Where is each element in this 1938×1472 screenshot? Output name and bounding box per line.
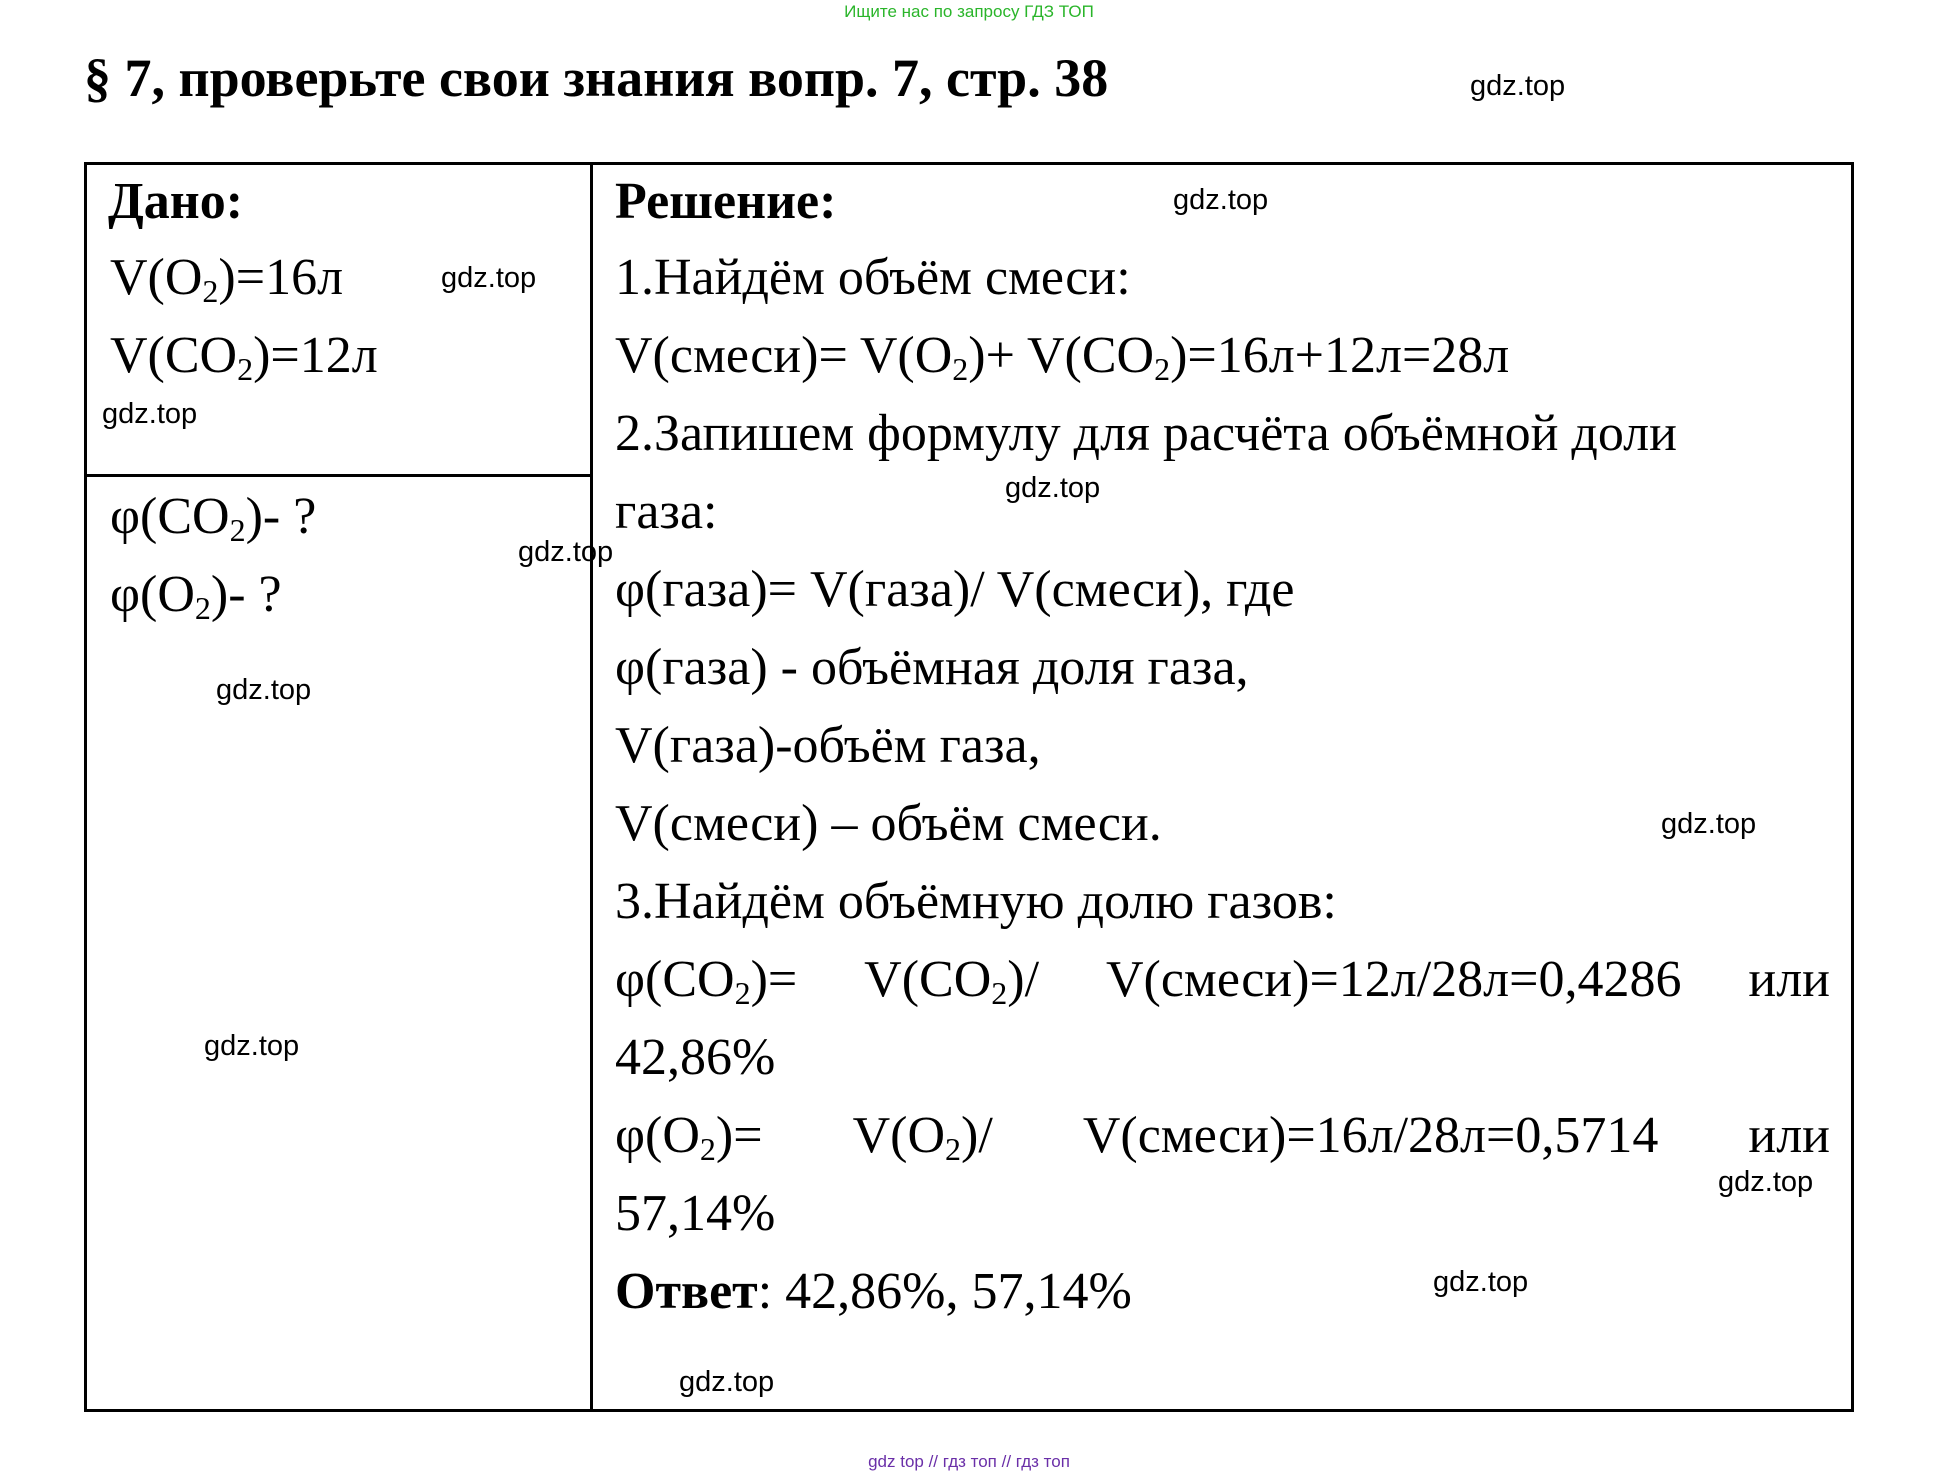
result-o2: 57,14% [615, 1185, 776, 1242]
watermark: gdz.top [1718, 1166, 1814, 1198]
watermark: gdz.top [679, 1366, 775, 1398]
result-co2: 42,86% [615, 1029, 776, 1086]
search-hint: Ищите нас по запросу ГДЗ ТОП [844, 2, 1094, 21]
definition-v-mix: V(смеси) – объём смеси. [615, 795, 1162, 852]
column-divider [590, 162, 593, 1412]
watermark: gdz.top [441, 262, 537, 294]
definition-phi: φ(газа) - объёмная доля газа, [615, 639, 1249, 696]
calc-o2: $\varphi(O_2)=$ $V(O_2)/$ V(смеси)=16л/28л=0,5714 или [615, 1107, 1830, 1167]
answer: Ответ: 42,86%, 57,14% [615, 1263, 1132, 1320]
given-divider [84, 474, 591, 477]
mixture-volume-formula: V(смеси)= $V(O_2)+ V(CO_2)=16л+12л=28л$ [615, 327, 1510, 387]
watermark: gdz.top [102, 398, 198, 430]
watermark: gdz.top [1470, 70, 1566, 102]
calc-co2: $\varphi(CO_2)=$ $V(CO_2)/$ V(смеси)=12л/28л=0,4286 или [615, 951, 1830, 1011]
watermark: gdz.top [1173, 184, 1269, 216]
watermark: gdz.top [1433, 1266, 1529, 1298]
watermark: gdz.top [216, 674, 312, 706]
step-1: 1.Найдём объём смеси: [615, 249, 1131, 306]
solution-heading: Решение: [615, 173, 837, 230]
given-v-co2: $V(CO_2)=12л$ [110, 327, 378, 387]
step-2-line-1: 2.Запишем формулу для расчёта объёмной доли [615, 405, 1677, 462]
watermark: gdz.top [518, 536, 614, 568]
watermark: gdz.top [204, 1030, 300, 1062]
given-heading: Дано: [108, 173, 244, 230]
watermark: gdz.top [1005, 472, 1101, 504]
volume-fraction-formula: φ(газа)= V(газа)/ V(смеси), где [615, 561, 1295, 618]
find-phi-co2: $\varphi(CO_2)-$ ? [110, 488, 317, 548]
footer: gdz top // гдз топ // гдз топ [868, 1452, 1070, 1471]
step-3: 3.Найдём объёмную долю газов: [615, 873, 1337, 930]
definition-v-gas: V(газа)-объём газа, [615, 717, 1041, 774]
step-2-line-2: газа: [615, 483, 718, 540]
page-title: § 7, проверьте свои знания вопр. 7, стр. 38 [84, 48, 1109, 108]
watermark: gdz.top [1661, 808, 1757, 840]
find-phi-o2: $\varphi(O_2)-$ ? [110, 566, 282, 626]
given-v-o2: $V(O_2)=16л$ [110, 249, 344, 309]
